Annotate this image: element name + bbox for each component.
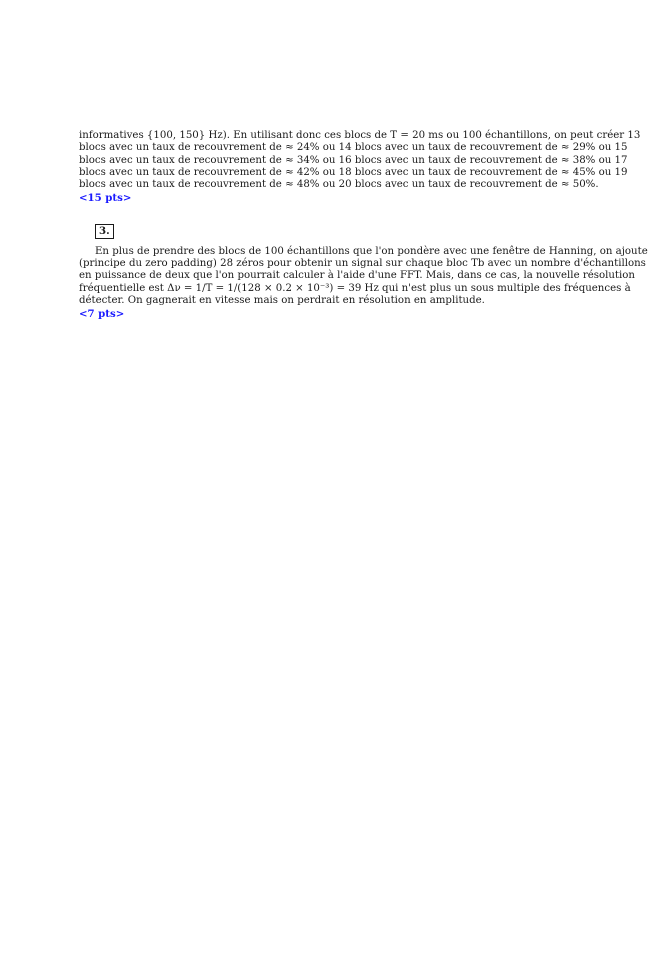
- document-page: [79, 130, 648, 321]
- points-label: <7 pts>: [79, 308, 125, 321]
- paragraph-line: blocs avec un taux de recouvrement de ≈ 24% ou 14 blocs avec un taux de recouvrement de ≈ 29% ou 15: [79, 142, 628, 154]
- question-3-paragraph: [79, 245, 648, 321]
- paragraph-line: en puissance de deux que l'on pourrait calculer à l'aide d'une FFT. Mais, dans ce cas, la nouvelle résolution: [79, 270, 635, 282]
- question-number-box: [79, 224, 595, 239]
- section-1-paragraph: [79, 130, 641, 205]
- paragraph-line: informatives {100, 150} Hz). En utilisant donc ces blocs de T = 20 ms ou 100 échantillons, on peut créer 13: [79, 130, 641, 141]
- paragraph-line: blocs avec un taux de recouvrement de ≈ 42% ou 18 blocs avec un taux de recouvrement de ≈ 45% ou 19: [79, 166, 628, 178]
- paragraph-line: fréquentielle est Δν = 1/T = 1/(128 × 0.2 × 10⁻³) = 39 Hz qui n'est plus un sous multiple des fréquences à: [79, 282, 631, 294]
- paragraph-line: En plus de prendre des blocs de 100 échantillons que l'on pondère avec une fenêtre de Hanning, on ajoute: [95, 245, 648, 257]
- paragraph-line: blocs avec un taux de recouvrement de ≈ 34% ou 16 blocs avec un taux de recouvrement de ≈ 38% ou 17: [79, 154, 628, 166]
- paragraph-line: (principe du zero padding) 28 zéros pour obtenir un signal sur chaque bloc Tb avec un nombre d'échantillons: [79, 258, 646, 270]
- question-number: 3.: [95, 224, 114, 239]
- paragraph-line: détecter. On gagnerait en vitesse mais on perdrait en résolution en amplitude.: [79, 294, 485, 306]
- points-label: <15 pts>: [79, 192, 132, 205]
- paragraph-line: blocs avec un taux de recouvrement de ≈ 48% ou 20 blocs avec un taux de recouvrement de ≈ 50%.: [79, 179, 599, 191]
